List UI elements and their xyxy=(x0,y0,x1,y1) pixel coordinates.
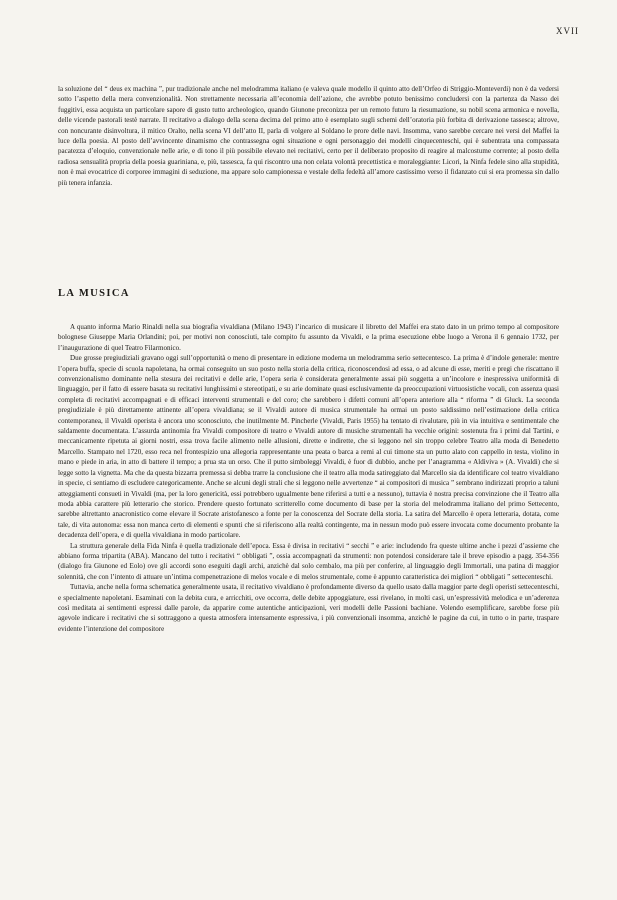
section-heading: LA MUSICA xyxy=(58,288,130,299)
section-body xyxy=(58,322,559,634)
intro-paragraph: la soluzione del “ deus ex machina ”, pur tradizionale anche nel melodramma italiano (e valeva quale modello il quinto atto dell’Orfeo di Striggio-Monteverdi) non è da vedersi sotto l’aspetto della mera convenzionalità. Non strettamente necessaria all’economia dell’azione, che avrebbe potuto benissimo concludersi con la partenza da Nasso dei fuggitivi, essa acquista un particolare sapore di gusto tutto archeologico, quando Giunone preconizza per un remoto futuro la riesumazione, su nobil scena armonica e novella, delle vicende pastorali testè narrate. Il recitativo a dialogo della scena decima del primo atto è esemplato sugli schemi dell’oratoria più forbita di derivazione tassesca; altrove, con noncurante disinvoltura, il mitico Oralto, nella scena VI dell’atto II, parla di volgere al Soldano le prore delle navi. Insomma, vano sarebbe cercare nei versi del Maffei la luce della poesia. Al posto dell’avvincente dinamismo che contrassegna ogni situazione e ogni personaggio dei modelli cinquecenteschi, qui è subentrata una compassata pacatezza d’eloquio, convenzionale nelle arie, e di tono il più possibile elevato nei recitativi, certo per il deliberato proposito di reagire al malcostume corrente; al posto della radiosa sensualità propria della poesia guariniana, e, più, tassesca, fa qui riscontro una non celata volontà precettistica e moraleggiante: Licori, la Ninfa fedele sino alla stupidità, non è mai evocatrice di corporee immagini di seduzione, ma appare solo campionessa e vestale della fedeltà all’amore castissimo verso il fidanzato cui si era promessa sin dallo più tenera infanzia. xyxy=(58,85,559,187)
body-paragraph: Due grosse pregiudiziali gravano oggi sull’opportunità o meno di presentare in edizione moderna un melodramma serio settecentesco. La prima è d’indole generale: mentre l’opera buffa, specie di scuola napoletana, ha ormai conseguito un suo posto nella storia della critica, riconoscendosi ad essa, o ad alcune di esse, meriti e pregi che riscattano il convenzionalismo dominante nella stesura dei recitativi e delle arie, l’opera seria è considerata generalmente assai più soggetta a un’incolore e inespressiva uniformità di linguaggio, per il fatto di essere basata su recitativi lunghissimi e stereotipati, e su arie dominate quasi esclusivamente da preoccupazioni virtuosistiche vocali, con assenza quasi completa di recitativi accompagnati e di efficaci interventi strumentali e del coro; che sarebbero i difetti comuni all’opera anteriore alla “ riforma ” di Gluck. La seconda pregiudiziale è più direttamente attinente all’opera vivaldiana; se il Vivaldi autore di musica strumentale ha ormai un posto saldissimo nell’estimazione della critica contemporanea, il Vivaldi operista è ancora uno sconosciuto, che inutilmente M. Pincherle (Vivaldi, Paris 1955) ha tentato di rivalutare, più in via intuitiva e sentimentale che saldamente documentata. L’assurda antinomia fra Vivaldi compositore di teatro e Vivaldi autore di musiche strumentali ha vecchie origini: sostenuta fra i primi dal Tartini, e meccanicamente ripetuta ai giorni nostri, essa trova facile alimento nelle allusioni, dirette e indirette, che si leggono nel sin troppo celebre Teatro alla moda di Benedetto Marcello. Stampato nel 1720, esso reca nel frontespizio una allegoria rappresentante una peata o barca a remi al cui timone sta un putto alato con cappello in testa, violino in mano e piede in aria, in atto di battere il tempo; a prua sta un orso. Che il putto simboleggi Vivaldi, è fuor di dubbio, anche per l’anagramma « Aldiviva » (A. Vivaldi) che si legge sotto la vignetta. Ma che da questa bizzarra premessa si debba trarre la conclusione che il teatro alla moda satireggiato dal Marcello sia da identificare col teatro vivaldiano in specie, ci sentiamo di escludere categoricamente. Anche se alcuni degli strali che si leggono nelle avvertenze “ ai compositori di musica ” sembrano indirizzati proprio a taluni atteggiamenti consueti in Vivaldi (ma, per la loro genericità, essi potrebbero ugualmente bene riferirsi a tutti e a nessuno), tuttavia è nostra precisa convinzione che il Teatro alla moda abbia carattere più letterario che storico. Prendere questo fortunato scritterello come documento di base per la storia del melodramma italiano del primo Settecento, sarebbe altrettanto anacronistico come elevare il Socrate aristofanesco a fonte per la conoscenza del Socrate della storia. La satira del Marcello è opera letteraria, dotata, come tale, di vita autonoma: essa non manca certo di elementi e spunti che si riferiscono alla realtà contingente, ma in nessun modo può essere invocata come documento probante la decadenza dell’opera, e di quella vivaldiana in modo particolare. xyxy=(58,354,559,540)
page-number: XVII xyxy=(556,26,579,36)
body-paragraph: La struttura generale della Fida Ninfa è quella tradizionale dell’epoca. Essa è divisa in recitativi “ secchi ” e arie: includendo fra queste ultime anche i pezzi d’assieme che abbiano forma tripartita (ABA). Mancano del tutto i recitativi “ obbligati ”, ossia accompagnati da strumenti: non potendosi considerare tale il breve episodio a pagg. 354-356 (dialogo fra Giunone ed Eolo) ove gli accordi sono eseguiti dagli archi, anzichè dal solo cembalo, ma più per conferire, al linguaggio degli Immortali, una patina di maggior solennità, che con l’intento di attuare un’intima compenetrazione di melos vocale e di melos strumentale, come è appunto caratteristica dei migliori “ obbligati ” settecenteschi. xyxy=(58,541,559,581)
body-paragraph: Tuttavia, anche nella forma schematica generalmente usata, il recitativo vivaldiano è profondamente diverso da quello usato dalla maggior parte degli operisti settecenteschi, e specialmente napoletani. Esaminati con la debita cura, e arricchiti, ove occorra, delle debite appoggiature, essi rivelano, in molti casi, un’espressività melodica e un’aderenza così meditata ai sentimenti espressi dalle parole, da apparire come autentiche anticipazioni, veri modelli delle Passioni bachiane. Volendo esemplificare, sarebbe forse più agevole indicare i recitativi che si sottraggono a questa atmosfera intensamente espressiva, i più convenzionali insomma, anzichè le pagine da cui, in tutto o in parte, traspare evidente l’intenzione del compositore xyxy=(58,583,559,633)
intro-text-block xyxy=(58,84,559,188)
body-paragraph: A quanto informa Mario Rinaldi nella sua biografia vivaldiana (Milano 1943) l’incarico di musicare il libretto del Maffei era stato dato in un primo tempo al compositore bolognese Giuseppe Maria Orlandini; poi, per motivi non conosciuti, tale compito fu assunto da Vivaldi, e la prima esecuzione ebbe luogo a Verona il 6 gennaio 1732, per l’inaugurazione di quel Teatro Filarmonico. xyxy=(58,323,559,352)
